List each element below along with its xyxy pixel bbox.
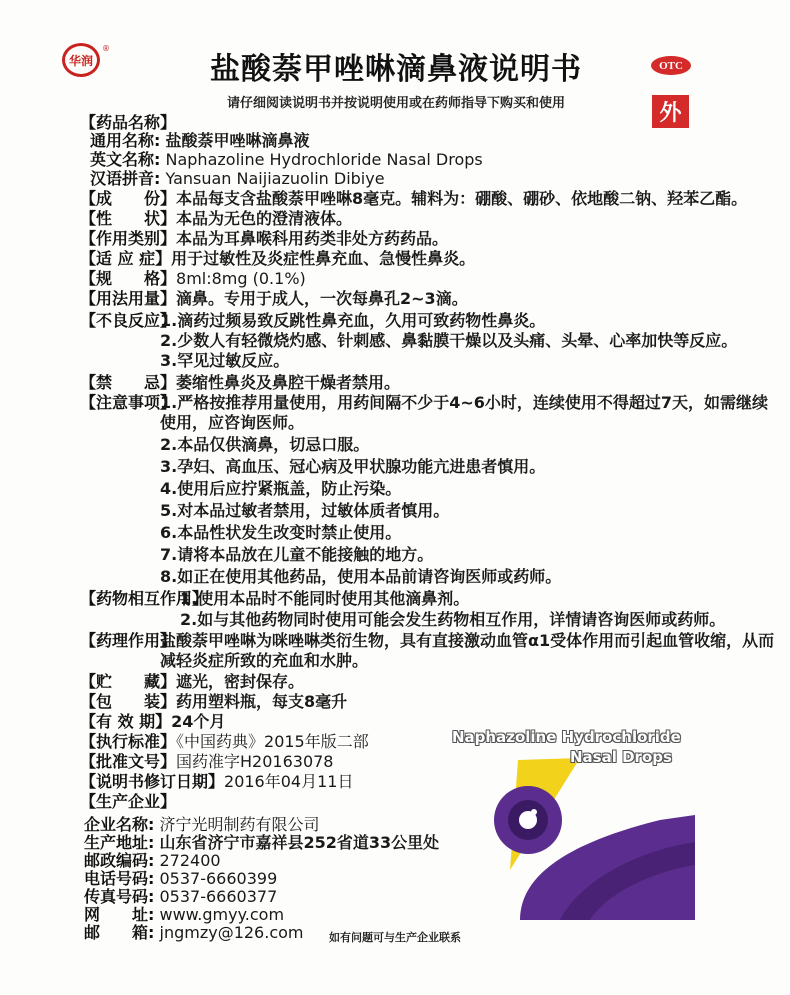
notes-item: 8.如正在使用其他药品，使用本品前请咨询医师或药师。: [160, 567, 562, 586]
maker-heading: 【生产企业】: [80, 792, 177, 811]
otc-badge: OTC: [651, 56, 691, 75]
company-address-value: 山东省济宁市嘉祥县252省道33公里处: [159, 833, 440, 852]
notes-item: 5.对本品过敏者禁用，过敏体质者慎用。: [160, 501, 450, 520]
package-label: 【包 装】: [80, 692, 177, 711]
ingredients-label: 【成 份】: [80, 189, 177, 208]
graphic-title-line: Nasal Drops: [570, 748, 672, 766]
logo-text: 华润: [68, 53, 93, 68]
page-subtitle: 请仔细阅读说明书并按说明使用或在药师指导下购买和使用: [226, 96, 565, 111]
storage-label: 【贮 藏】: [80, 672, 177, 691]
character-value: 本品为无色的澄清液体。: [176, 209, 353, 228]
approval-label: 【批准文号】: [80, 752, 177, 771]
company-phone-value: 0537-6660399: [159, 869, 278, 888]
pharm-line: 减轻炎症所致的充血和水肿。: [160, 651, 369, 670]
interaction-label: 【药物相互作用】: [80, 589, 209, 608]
english-name-value: Naphazoline Hydrochloride Nasal Drops: [165, 150, 483, 169]
contra-label: 【禁 忌】: [80, 373, 177, 392]
english-name-label: 英文名称:: [90, 150, 161, 169]
adverse-label: 【不良反应】: [80, 311, 177, 330]
company-fax-label: 传真号码:: [84, 887, 155, 906]
notes-item: 2.本品仅供滴鼻，切忌口服。: [160, 435, 370, 454]
usage-row: [80, 286, 468, 309]
company-email-label: 邮 箱:: [84, 923, 155, 942]
company-address-label: 生产地址:: [84, 833, 155, 852]
storage-value: 遮光，密封保存。: [176, 672, 305, 691]
company-name-label: 企业名称:: [84, 815, 155, 834]
usage-value: 滴鼻。专用于成人，一次每鼻孔2~3滴。: [176, 289, 468, 308]
external-use-badge: 外: [652, 95, 689, 128]
drug-name-heading: 【药品名称】: [80, 113, 177, 132]
category-value: 本品为耳鼻喉科用药类非处方药药品。: [176, 229, 449, 248]
pharm-line: 盐酸萘甲唑啉为咪唑啉类衍生物，具有直接激动血管α1受体作用而引起血管收缩，从而: [160, 631, 775, 650]
registered-mark: ®: [102, 44, 110, 53]
generic-name-label: 通用名称:: [90, 131, 161, 150]
notes-item: 1.严格按推荐用量使用，用药间隔不少于4~6小时，连续使用不得超过7天，如需继续: [160, 393, 769, 412]
character-label: 【性 状】: [80, 209, 177, 228]
lens-highlight-shape: [531, 809, 537, 815]
indication-value: 用于过敏性及炎症性鼻充血、急慢性鼻炎。: [171, 249, 476, 268]
notes-item: 使用，应咨询医师。: [160, 413, 305, 432]
notes-item: 4.使用后应拧紧瓶盖，防止污染。: [160, 479, 402, 498]
notes-item: 7.请将本品放在儿童不能接触的地方。: [160, 545, 434, 564]
graphic-title-line: Naphazoline Hydrochloride: [452, 728, 681, 746]
footer-note: 如有问题可与生产企业联系: [329, 931, 461, 944]
adverse-item: 3.罕见过敏反应。: [160, 351, 290, 370]
adverse-item: 1.滴药过频易致反跳性鼻充血，久用可致药物性鼻炎。: [160, 311, 546, 330]
company-web-label: 网 址:: [84, 905, 155, 924]
adverse-item: 2.少数人有轻微烧灼感、针刺感、鼻黏膜干燥以及头痛、头晕、心率加快等反应。: [160, 331, 738, 350]
generic-name-value: 盐酸萘甲唑啉滴鼻液: [165, 131, 310, 150]
company-zip-label: 邮政编码:: [84, 851, 155, 870]
validity-value: 24个月: [171, 712, 226, 731]
notes-item: 3.孕妇、高血压、冠心病及甲状腺功能亢进患者慎用。: [160, 457, 546, 476]
spec-value: 8ml:8mg (0.1%): [176, 269, 306, 288]
indication-label: 【适 应 症】: [80, 249, 172, 268]
usage-label: 【用法用量】: [80, 289, 177, 308]
interaction-item: 2.如与其他药物同时使用可能会发生药物相互作用，详情请咨询医师或药师。: [180, 610, 726, 629]
interaction-item: 1.使用本品时不能同时使用其他滴鼻剂。: [180, 589, 470, 608]
revision-label: 【说明书修订日期】: [80, 772, 225, 791]
company-zip-value: 272400: [159, 851, 221, 870]
brand-logo: [62, 43, 100, 77]
notes-label: 【注意事项】: [80, 393, 177, 412]
standard-value: 《中国药典》2015年版二部: [176, 732, 369, 751]
notes-item: 6.本品性状发生改变时禁止使用。: [160, 523, 402, 542]
page-title: 盐酸萘甲唑啉滴鼻液说明书: [210, 52, 582, 87]
category-label: 【作用类别】: [80, 229, 177, 248]
graphic-title: [452, 727, 681, 767]
standard-label: 【执行标准】: [80, 732, 177, 751]
company-web-value: www.gmyy.com: [159, 905, 285, 924]
ingredients-value: 本品每支含盐酸萘甲唑啉8毫克。辅料为：硼酸、硼砂、依地酸二钠、羟苯乙酯。: [176, 189, 748, 208]
company-phone-label: 电话号码:: [84, 869, 155, 888]
revision-value: 2016年04月11日: [224, 772, 354, 791]
package-value: 药用塑料瓶，每支8毫升: [176, 692, 348, 711]
approval-value: 国药准字H20163078: [176, 752, 334, 771]
contra-value: 萎缩性鼻炎及鼻腔干燥者禁用。: [176, 373, 401, 392]
company-email-value: jngmzy@126.com: [159, 923, 304, 942]
pinyin-label: 汉语拼音:: [90, 169, 161, 188]
validity-label: 【有 效 期】: [80, 712, 172, 731]
company-fax-value: 0537-6660377: [159, 887, 278, 906]
company-name-value: 济宁光明制药有限公司: [159, 815, 320, 834]
pharm-label: 【药理作用】: [80, 631, 177, 650]
spec-label: 【规 格】: [80, 269, 177, 288]
pinyin-value: Yansuan Naijiazuolin Dibiye: [165, 169, 385, 188]
